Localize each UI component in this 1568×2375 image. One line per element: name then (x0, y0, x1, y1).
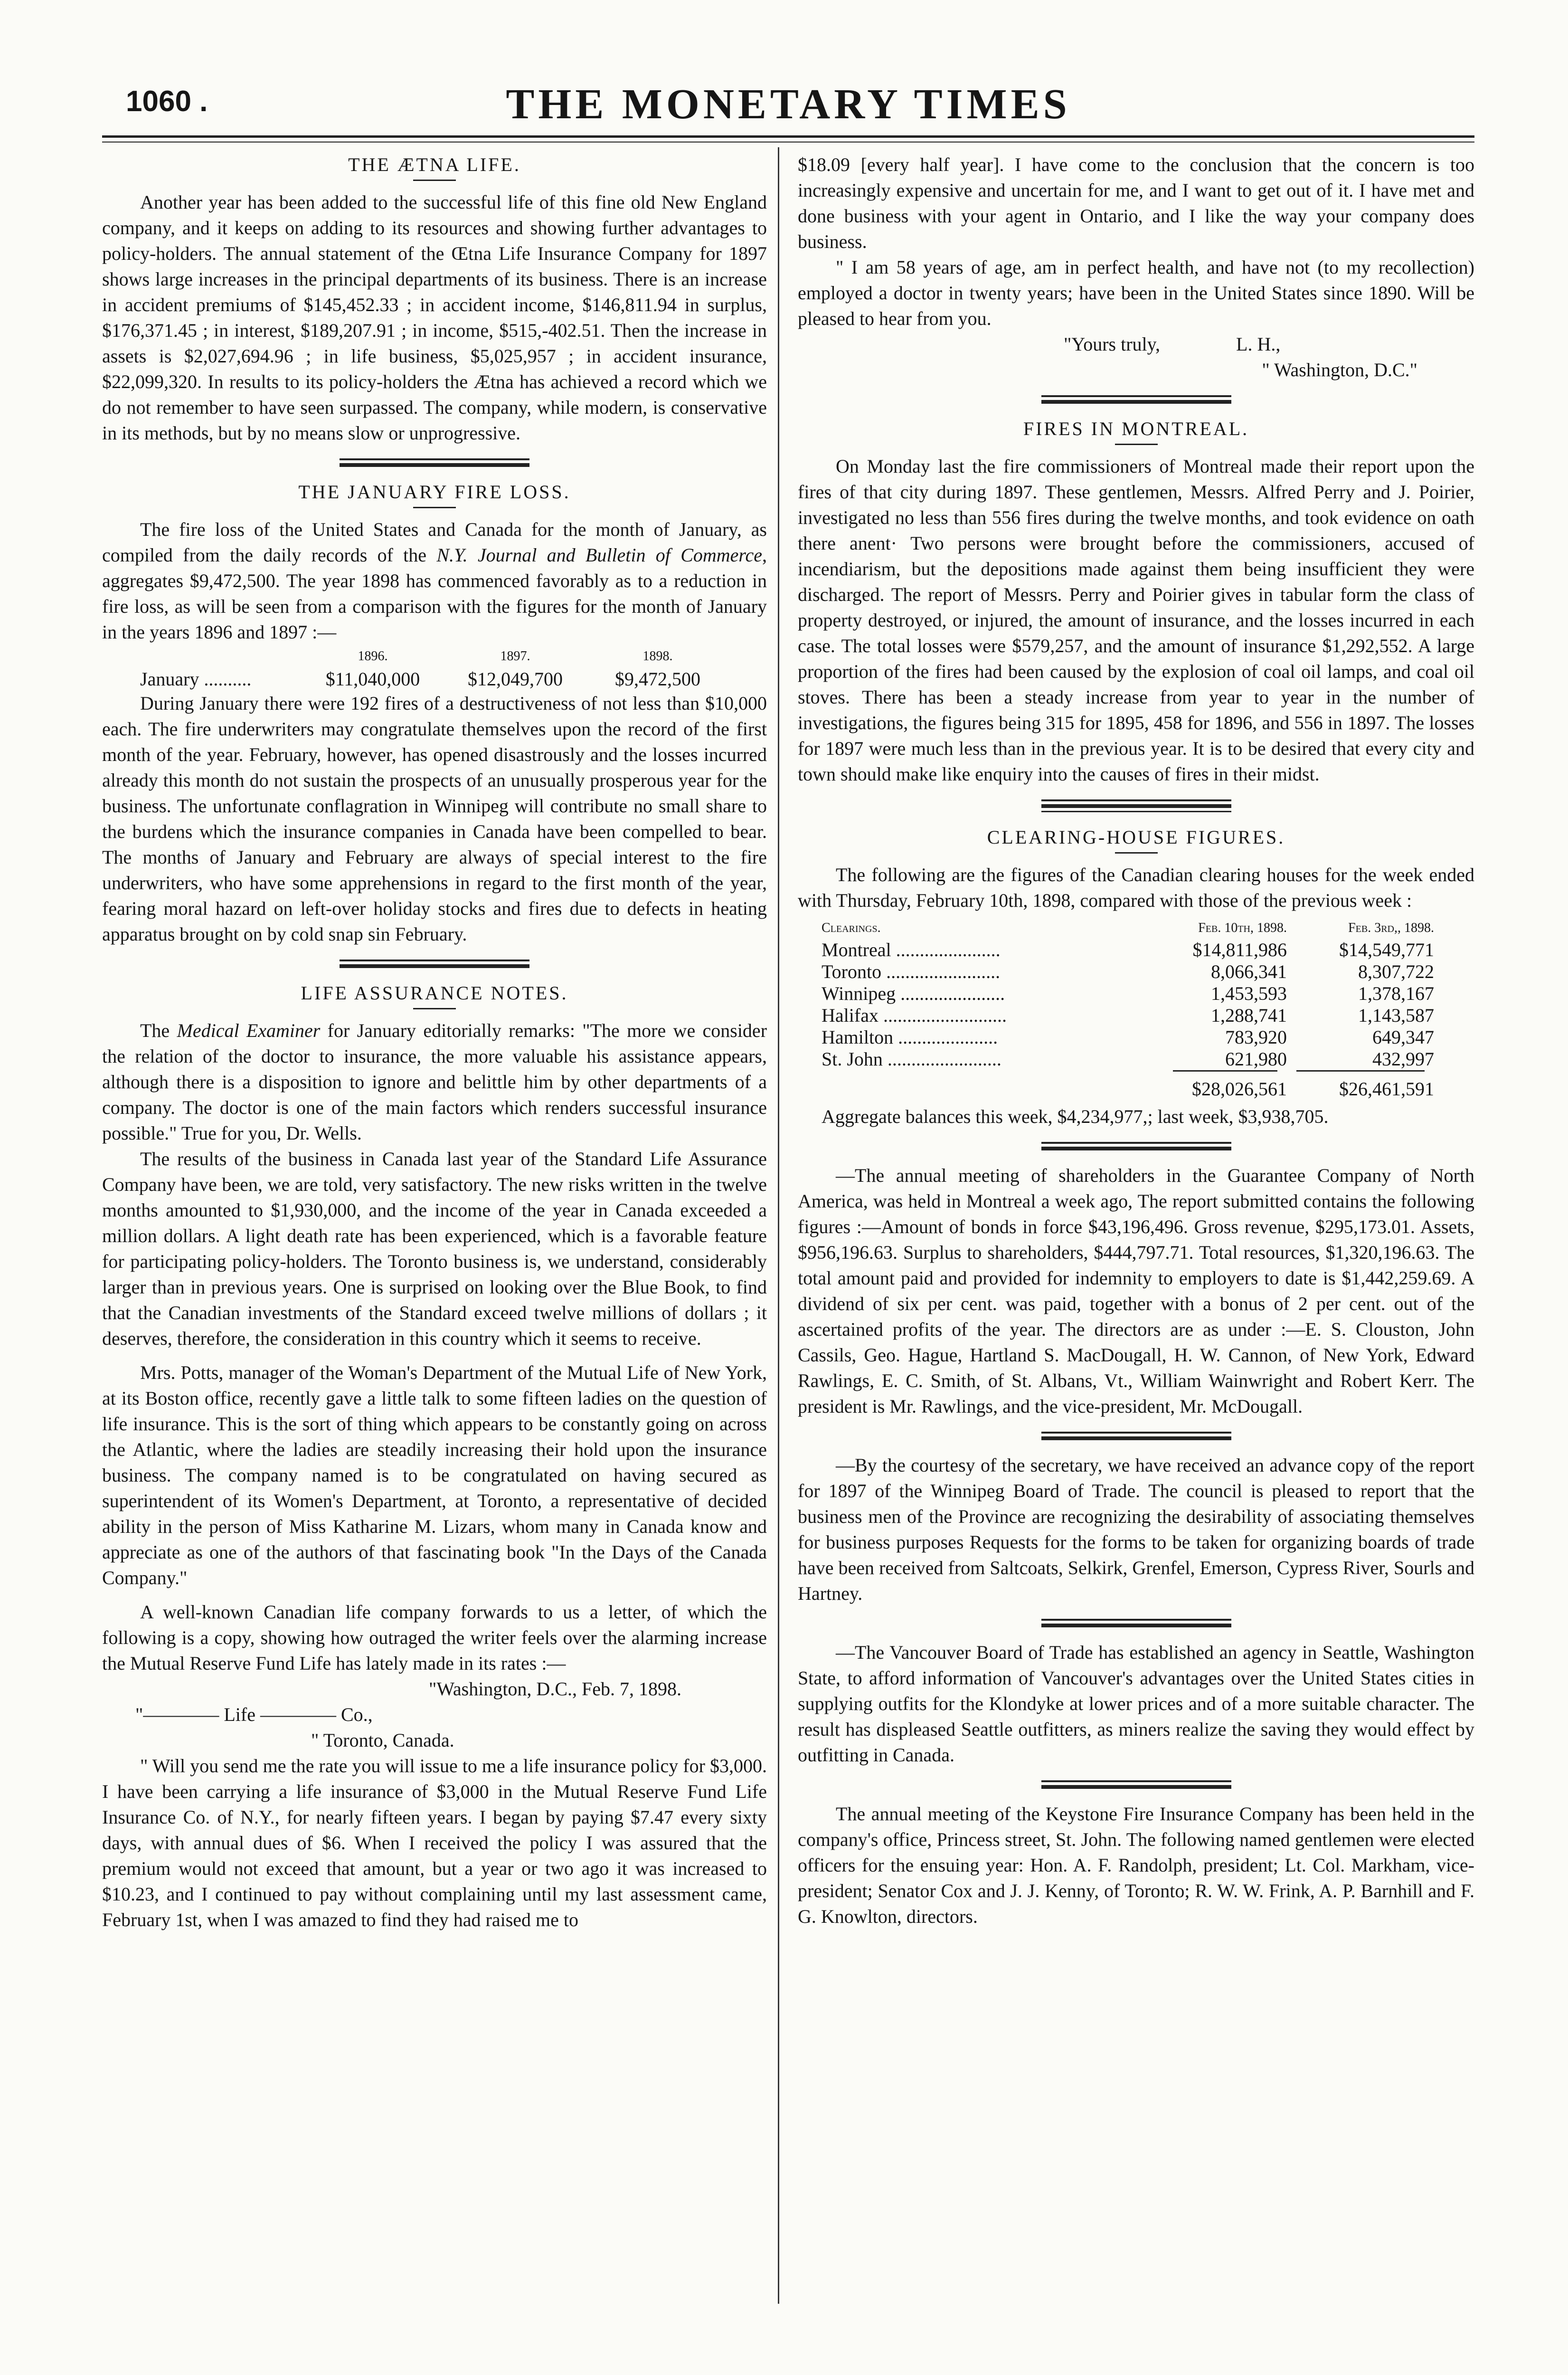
year-header: 1897. (500, 649, 530, 664)
year-header: 1896. (358, 649, 388, 664)
article-heading: THE JANUARY FIRE LOSS. (298, 481, 571, 503)
table-row (822, 1026, 1474, 1048)
heading-rule (1115, 444, 1158, 445)
section-separator (1041, 1619, 1231, 1627)
city-cell: Toronto ........................ (822, 961, 1001, 982)
section-separator (1041, 1432, 1231, 1440)
table-cell: $9,472,500 (615, 668, 700, 690)
section-separator (1041, 1780, 1231, 1789)
table-cell: $11,040,000 (325, 668, 420, 690)
news-item-keystone-fire: The annual meeting of the Keystone Fire Insurance Company has been held in the company's office, Princess street, St. John. The following named gentlemen were elected officers for the ensuing year: Hon. A. F. Randolph, president; Lt. Col. Markham, vice-president; Senator Cox and J. J. Kenny, of Toronto; R. W. W. Frink, A. P. Barnhill and F. G. Knowlton, directors. (798, 1803, 1474, 1927)
value-cell: 8,066,341 (1211, 961, 1287, 982)
column-header: Clearings. (822, 921, 881, 935)
table-cell: $12,049,700 (468, 668, 563, 690)
city-cell: Montreal ...................... (822, 939, 1001, 960)
right-column (798, 152, 1474, 1929)
aggregate-balances: Aggregate balances this week, $4,234,977,; last week, $3,938,705. (822, 1106, 1329, 1127)
article-heading: CLEARING-HOUSE FIGURES. (987, 826, 1285, 848)
article-body: Another year has been added to the successful life of this fine old New England company, and it keeps on adding to its resources and showing further advantages to policy-holders. The annual statement of the Œtna Life Insurance Company for 1897 shows large increases in the principal departments of its business. There is an increase in accident premiums of $145,452.33 ; in accident income, $146,811.94 in surplus, $176,371.45 ; in interest, $189,207.91 ; in income, $515,-402.51. Then the increase in assets is $2,027,694.96 ; in life business, $5,025,957 ; in accident insurance, $22,099,320. In results to its policy-holders the Ætna has achieved a record which we do not remember to have seen surpassed. The company, while modern, is conservative in its methods, but by no means slow or unprogressive. (102, 191, 767, 444)
article-heading: FIRES IN MONTREAL. (1023, 418, 1249, 439)
letter-date: "Washington, D.C., Feb. 7, 1898. (429, 1678, 681, 1700)
header-rule (102, 135, 1474, 138)
news-item-guarantee-company: —The annual meeting of shareholders in the Guarantee Company of North America, was held in Montreal a week ago, The report submitted contains the following figures :—Amount of bonds in force $43,196,496. Gross revenue, $295,173.01. Assets, $956,196.63. Surplus to shareholders, $444,797.71. Total resources, $1,320,196.63. The total amount paid and provided for indemnity to employers to date is $1,442,259.69. A dividend of six per cent. was paid, together with a bonus of 2 per cent. out of the ascertained profits of the year. The directors are as under :—E. S. Clouston, John Cassils, Geo. Hague, Hartland S. MacDougall, H. W. Cannon, of New York, Edward Rawlings, E. C. Smith, of St. Albans, Vt., William Wainwright and Robert Kerr. The president is Mr. Rawlings, and the vice-president, Mr. McDougall. (798, 1165, 1474, 1417)
letter-continued: $18.09 [every half year]. I have come to the conclusion that the concern is too increasingly expensive and uncertain for me, and I want to get out of it. I have met and done business with your agent in Ontario, and I like the way your company does business. (798, 154, 1474, 252)
letter-city: " Toronto, Canada. (311, 1729, 454, 1751)
page-header (102, 76, 1474, 133)
letter-body: " Will you send me the rate you will issue to me a life insurance policy for $3,000. I have been carrying a life insurance of $3,000 in the Mutual Reserve Fund Life Insurance Co. of N.Y., for nearly fifteen years. I began by paying $7.47 every sixty days, with annual dues of $6. When I received the policy I was assured that the premium would not exceed that amount, but a year or two ago it was increased to $10.23, and I continued to pay without complaining until my last assessment came, February 1st, when I was amazed to find they had raised me to (102, 1755, 767, 1930)
article-paragraph: The fire loss of the United States and Canada for the month of January, as compiled from the daily records of the N.Y. Journal and Bulletin of Commerce, aggregates $9,472,500. The year 1898 has commenced favorably as to a reduction in fire loss, as will be seen from a comparison with the figures for the month of January in the years 1896 and 1897 :— (102, 519, 767, 643)
value-cell: 1,453,593 (1211, 983, 1287, 1004)
value-cell: 1,143,587 (1358, 1005, 1434, 1026)
letter-addressee: "———— Life ———— Co., (135, 1704, 373, 1725)
fire-loss-table (140, 645, 767, 691)
heading-rule (1115, 852, 1158, 854)
value-cell: 1,378,167 (1358, 983, 1434, 1004)
table-row (822, 961, 1474, 983)
section-separator (340, 960, 529, 968)
total-cell: $28,026,561 (1192, 1078, 1287, 1100)
article-aetna-life (102, 152, 767, 446)
table-total-row (822, 1078, 1474, 1100)
table-row (822, 939, 1474, 961)
article-paragraph: The results of the business in Canada last year of the Standard Life Assurance Company have been, we are told, very satisfactory. The new risks written in the twelve months amounted to $1,930,000, and the income of the year in Canada exceeded a million dollars. A light death rate has been experienced, which is a favorable feature for participating policy-holders. The Toronto business is, we understand, considerably larger than in previous years. One is surprised on looking over the Blue Book, to find that the Canadian investments of the Standard exceed twelve millions of dollars ; it deserves, therefore, the consideration in this country which it seems to receive. (102, 1148, 767, 1349)
value-cell: 783,920 (1225, 1026, 1287, 1048)
article-paragraph: The Medical Examiner for January editorially remarks: "The more we consider the relation of the doctor to insurance, the more valuable his assistance appears, although there is a disposition to ignore and belittle him by other departments of a company. The doctor is one of the main factors which renders successful insurance possible." True for you, Dr. Wells. (102, 1020, 767, 1144)
letter-signoff: "Yours truly, L. H., (1064, 333, 1281, 355)
table-row (822, 983, 1474, 1005)
article-january-fire-loss (102, 479, 767, 947)
article-paragraph: During January there were 192 fires of a destructiveness of not less than $10,000 each. The fire underwriters may congratulate themselves upon the record of the first month of the year. February, however, has opened disastrously and the losses incurred already this month do not sustain the prospects of an unusually prosperous year for the business. The unfortunate conflagration in Winnipeg will contribute no small share to the burdens which the insurance companies in Canada have been compelled to bear. The months of January and February are always of special interest to the fire underwriters, who have some apprehensions in regard to the first month of the year, fearing moral hazard on left-over holiday stocks and fires due to defects in heating apparatus brought on by cold snap sin February. (102, 693, 767, 945)
value-cell: 432,997 (1372, 1048, 1434, 1070)
value-cell: $14,811,986 (1192, 939, 1287, 960)
letter-body: " I am 58 years of age, am in perfect health, and have not (to my recollection) employed a doctor in twenty years; have been in the United States since 1890. Will be pleased to hear from you. (798, 256, 1474, 329)
value-cell: $14,549,771 (1339, 939, 1434, 960)
table-row (822, 1048, 1474, 1070)
table-row (822, 1005, 1474, 1026)
article-clearing-house-figures (798, 825, 1474, 1130)
value-cell: 649,347 (1372, 1026, 1434, 1048)
column-divider (778, 147, 779, 2304)
clearing-table (822, 917, 1474, 1100)
table-header-row (822, 917, 1474, 939)
value-cell: 8,307,722 (1358, 961, 1434, 982)
article-heading: LIFE ASSURANCE NOTES. (301, 982, 568, 1004)
row-label: January .......... (140, 668, 252, 690)
heading-rule (413, 1008, 456, 1009)
section-separator (1041, 1142, 1231, 1150)
total-rule (822, 1070, 1474, 1072)
section-separator (1041, 799, 1231, 812)
left-column (102, 152, 767, 1933)
column-header: Feb. 10th, 1898. (1198, 921, 1287, 935)
masthead-title: THE MONETARY TIMES (506, 81, 1071, 128)
article-intro: The following are the figures of the Canadian clearing houses for the week ended with Thursday, February 10th, 1898, compared with those of the previous week : (798, 864, 1474, 911)
heading-rule (413, 507, 456, 508)
article-fires-in-montreal (798, 416, 1474, 787)
article-heading: THE ÆTNA LIFE. (348, 154, 521, 175)
article-life-assurance-notes (102, 980, 767, 1933)
value-cell: 1,288,741 (1211, 1005, 1287, 1026)
year-header: 1898. (642, 649, 673, 664)
value-cell: 621,980 (1225, 1048, 1287, 1070)
city-cell: Halifax .......................... (822, 1005, 1007, 1026)
section-separator (340, 458, 529, 467)
article-paragraph: Mrs. Potts, manager of the Woman's Department of the Mutual Life of New York, at its Boston office, recently gave a little talk to some fifteen ladies on the question of life insurance. This is the sort of thing which appears to be constantly going on across the Atlantic, where the ladies are steadily increasing their hold upon the insurance business. The company named is to be congratulated on having secured as superintendent of its Women's Department, at Toronto, a representative of decided ability in the person of Miss Katharine M. Lizars, whom many in Canada know and appreciate as one of the authors of that fascinating book "In the Days of the Canada Company." (102, 1362, 767, 1588)
article-body: On Monday last the fire commissioners of Montreal made their report upon the fires of that city during 1897. These gentlemen, Messrs. Alfred Perry and J. Poirier, investigated no less than 556 fires during the twelve months, and took evidence on oath there anent· Two persons were brought before the commissioners, accused of incendiarism, but the depositions made against them being insufficient they were discharged. The report of Messrs. Perry and Poirier gives in tabular form the class of property destroyed, or injured, the amount of insurance, and the losses incurred in each case. The total losses were $579,257, and the amount of insurance $1,292,552. A large proportion of the fires had been caused by the explosion of coal oil lamps, and coal oil stoves. There has been a steady increase from year to year in the number of investigations, the figures being 315 for 1895, 458 for 1896, and 556 in 1897. The losses for 1897 were much less than in the previous year. It is to be desired that every city and town should make like enquiry into the causes of fires in their midst. (798, 456, 1474, 785)
news-item-winnipeg-board: —By the courtesy of the secretary, we have received an advance copy of the report for 1897 of the Winnipeg Board of Trade. The council is pleased to report that the business men of the Province are recognizing the desirability of associating themselves for business purposes Requests for the forms to be taken for organizing boards of trade have been received from Saltcoats, Selkirk, Grenfel, Emerson, Cypress River, Sourls and Hartney. (798, 1454, 1474, 1604)
page-number: 1060 . (126, 85, 208, 118)
total-cell: $26,461,591 (1339, 1078, 1434, 1100)
section-separator (1041, 395, 1231, 404)
column-header: Feb. 3rd,, 1898. (1348, 921, 1434, 935)
letter-signature-place: " Washington, D.C." (1262, 359, 1417, 380)
city-cell: Winnipeg ...................... (822, 983, 1005, 1004)
news-item-vancouver-board: —The Vancouver Board of Trade has established an agency in Seattle, Washington State, to afford information of Vancouver's advantages over the United States cities in supplying outfits for the Klondyke at lower prices and of a more suitable character. The result has displeased Seattle outfitters, as miners realize the saving they would effect by outfitting in Canada. (798, 1642, 1474, 1766)
city-cell: St. John ........................ (822, 1048, 1001, 1070)
heading-rule (413, 180, 456, 181)
article-paragraph: A well-known Canadian life company forwards to us a letter, of which the following is a copy, showing how outraged the writer feels over the alarming increase the Mutual Reserve Fund Life has lately made in its rates :— (102, 1601, 767, 1674)
city-cell: Hamilton ..................... (822, 1026, 998, 1048)
